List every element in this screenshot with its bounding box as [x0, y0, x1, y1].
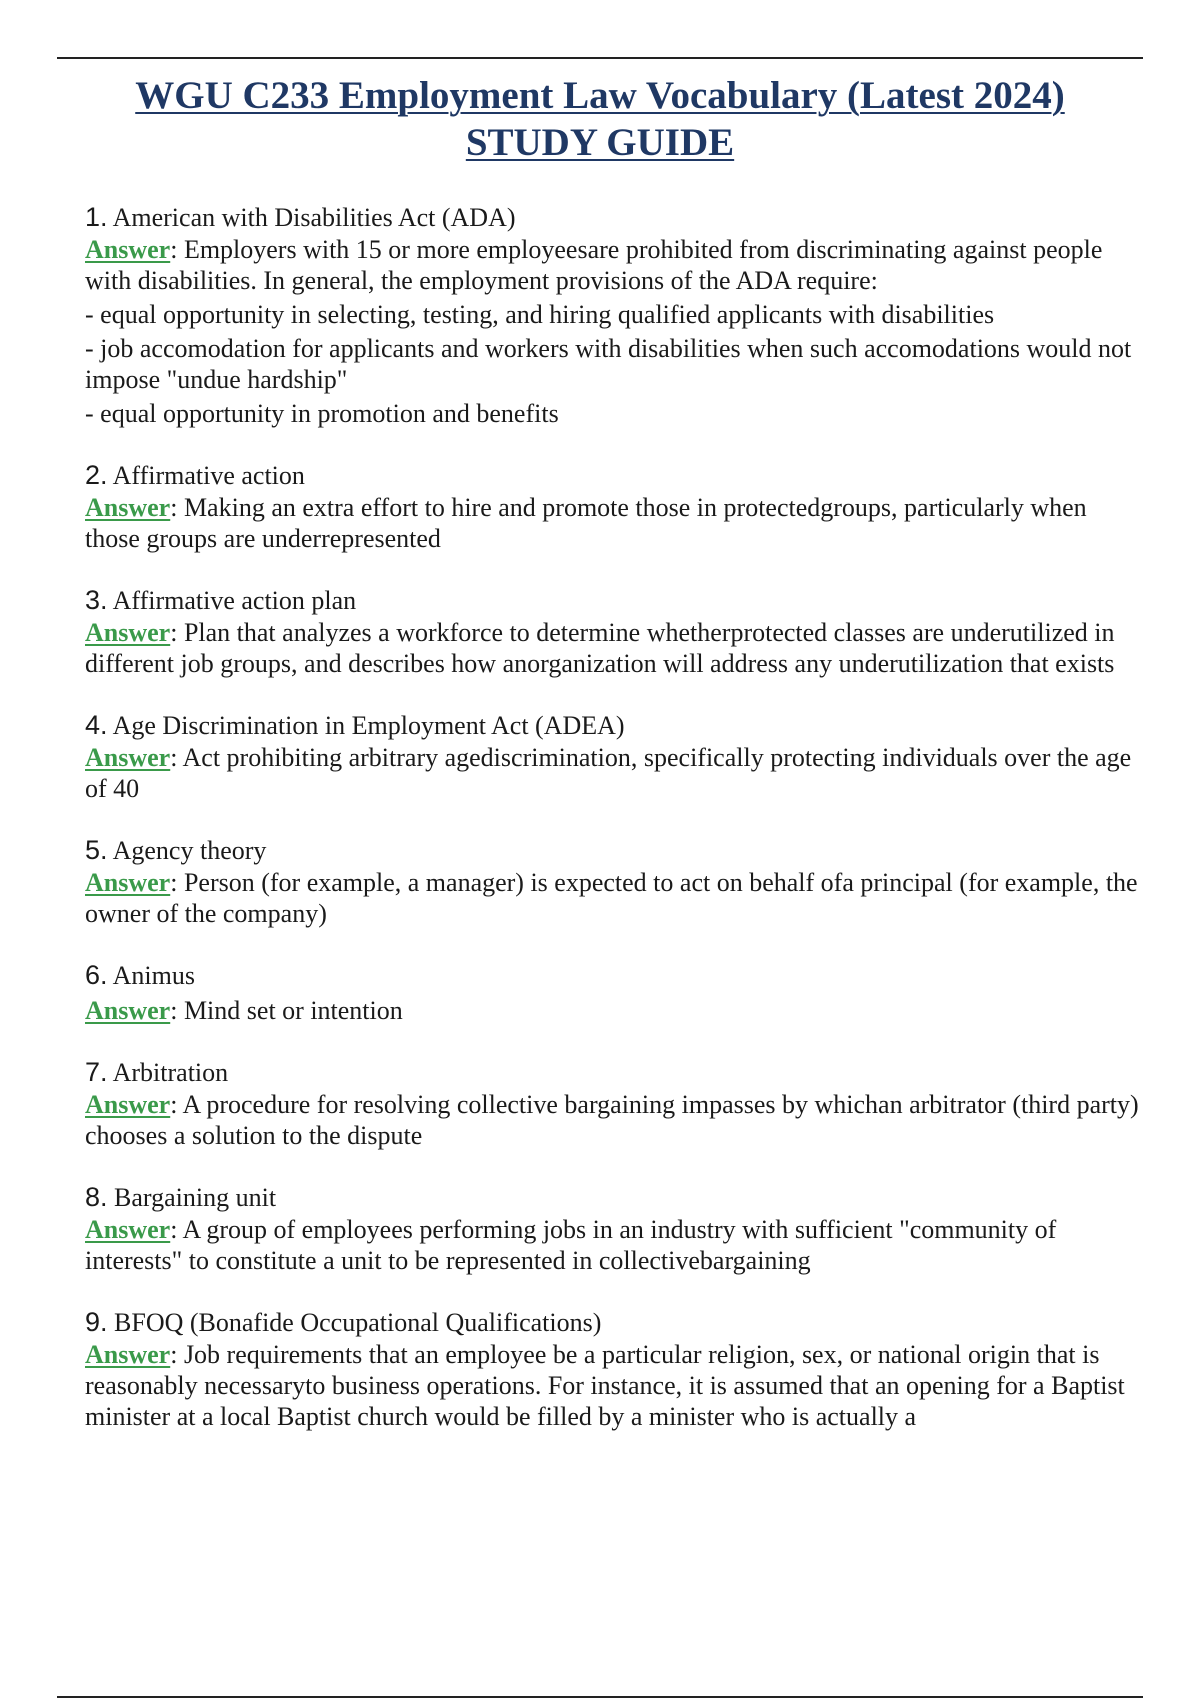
- answer-text: [85, 234, 1145, 296]
- answer-body: : Employers with 15 or more employeesare prohibited from discriminating against people with disabilities. In general, the employment provisions of the ADA require:: [85, 235, 1103, 295]
- answer-label: Answer: [85, 996, 171, 1025]
- answer-body: : A group of employees performing jobs in an industry with sufficient "community of interests" to constitute a unit to be represented in collectivebargaining: [85, 1215, 1057, 1275]
- bottom-rule: [57, 1696, 1143, 1698]
- answer-body: : Making an extra effort to hire and promote those in protectedgroups, particularly when those groups are underrepresented: [85, 493, 1087, 553]
- term-line: [85, 1306, 1145, 1339]
- term-number: 6.: [85, 960, 108, 990]
- answer-body: : Act prohibiting arbitrary agediscrimination, specifically protecting individuals over the age of 40: [85, 743, 1132, 803]
- term-text: Arbitration: [112, 1058, 229, 1087]
- top-rule: [57, 57, 1143, 59]
- answer-body: : Person (for example, a manager) is expected to act on behalf ofa principal (for example, the owner of the company): [85, 868, 1138, 928]
- vocab-entry-3: [85, 584, 1145, 679]
- term-text: Affirmative action: [112, 461, 305, 490]
- vocab-entry-7: [85, 1056, 1145, 1151]
- answer-body: : A procedure for resolving collective bargaining impasses by whichan arbitrator (third party) chooses a solution to the dispute: [85, 1090, 1139, 1150]
- vocab-entry-6: [85, 959, 1145, 1026]
- term-number: 3.: [85, 585, 108, 615]
- term-text: Affirmative action plan: [112, 586, 357, 615]
- vocab-entry-5: [85, 834, 1145, 929]
- term-number: 2.: [85, 460, 108, 490]
- term-line: [85, 1056, 1145, 1089]
- answer-bullet: - equal opportunity in promotion and benefits: [85, 399, 559, 428]
- term-number: 8.: [85, 1182, 108, 1212]
- vocab-entry-4: [85, 709, 1145, 804]
- vocab-entry-2: [85, 459, 1145, 554]
- answer-text: [85, 995, 1145, 1026]
- vocabulary-list: [85, 201, 1145, 1462]
- term-line: [85, 201, 1145, 234]
- term-text: Age Discrimination in Employment Act (ADEA): [112, 711, 625, 740]
- document-title: [57, 72, 1143, 166]
- term-line: [85, 834, 1145, 867]
- term-line: [85, 1181, 1145, 1214]
- answer-text: [85, 1089, 1145, 1151]
- answer-text: [85, 1339, 1145, 1432]
- term-line: [85, 959, 1145, 992]
- answer-label: Answer: [85, 1090, 171, 1119]
- term-number: 1.: [85, 202, 108, 232]
- term-text: Agency theory: [112, 836, 267, 865]
- title-line-1: WGU C233 Employment Law Vocabulary (Latest 2024): [135, 74, 1065, 117]
- term-line: [85, 584, 1145, 617]
- title-line-2: STUDY GUIDE: [465, 121, 735, 164]
- answer-text: [85, 742, 1145, 804]
- term-line: [85, 459, 1145, 492]
- answer-label: Answer: [85, 493, 171, 522]
- term-text: American with Disabilities Act (ADA): [112, 203, 516, 232]
- answer-label: Answer: [85, 235, 171, 264]
- answer-body: : Plan that analyzes a workforce to determine whetherprotected classes are underutilized in different job groups, and describes how anorganization will address any underutilization that exists: [85, 618, 1115, 678]
- term-text: Bargaining unit: [114, 1183, 277, 1212]
- term-text: Animus: [112, 961, 195, 990]
- answer-body: : Mind set or intention: [170, 996, 403, 1025]
- answer-label: Answer: [85, 743, 171, 772]
- answer-label: Answer: [85, 868, 171, 897]
- answer-label: Answer: [85, 1340, 171, 1369]
- answer-label: Answer: [85, 618, 171, 647]
- answer-text: [85, 867, 1145, 929]
- answer-bullet: - job accomodation for applicants and workers with disabilities when such accomodations would not impose "undue hardship": [85, 334, 1132, 394]
- answer-text: [85, 492, 1145, 554]
- term-number: 5.: [85, 835, 108, 865]
- term-number: 7.: [85, 1057, 108, 1087]
- vocab-entry-1: [85, 201, 1145, 429]
- answer-body: : Job requirements that an employee be a particular religion, sex, or national origin that is reasonably necessaryto business operations. For instance, it is assumed that an opening for a Baptist minister at a local Baptist church would be filled by a minister who is actually a: [85, 1340, 1125, 1431]
- answer-label: Answer: [85, 1215, 171, 1244]
- answer-text: [85, 1214, 1145, 1276]
- answer-text: [85, 617, 1145, 679]
- term-text: BFOQ (Bonafide Occupational Qualifications): [114, 1308, 602, 1337]
- term-number: 9.: [85, 1307, 108, 1337]
- term-number: 4.: [85, 710, 108, 740]
- vocab-entry-9: [85, 1306, 1145, 1432]
- term-line: [85, 709, 1145, 742]
- vocab-entry-8: [85, 1181, 1145, 1276]
- answer-bullet: - equal opportunity in selecting, testing, and hiring qualified applicants with disabilities: [85, 300, 995, 329]
